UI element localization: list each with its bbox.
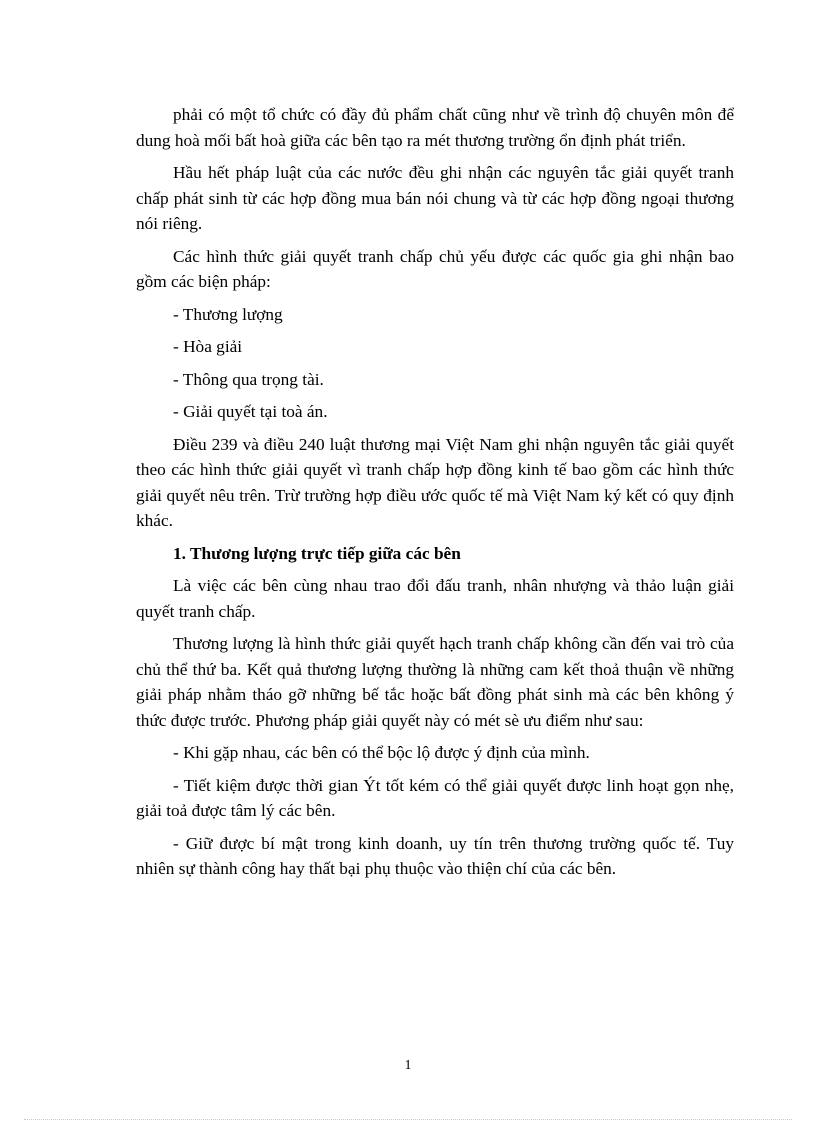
list-item-negotiation: - Thương lượng — [173, 304, 283, 324]
list-item-arbitration: - Thông qua trọng tài. — [173, 369, 324, 389]
paragraph-continuation: phải có một tổ chức có đầy đủ phẩm chất cũng như về trình độ chuyên môn để dung hoà mối bất hoà giữa các bên tạo ra mét thương trường ổn định phát triển. — [136, 105, 734, 150]
paragraph-forms-intro: Các hình thức giải quyết tranh chấp chủ yếu được các quốc gia ghi nhận bao gồm các biện pháp: — [136, 246, 734, 291]
page-bottom-edge — [24, 1119, 792, 1120]
section-heading: 1. Thương lượng trực tiếp giữa các bên — [173, 543, 461, 563]
paragraph-articles-239-240: Điều 239 và điều 240 luật thương mại Việt Nam ghi nhận nguyên tắc giải quyết theo các hình thức giải quyết vì tranh chấp hợp đồng kinh tế bao gồm các hình thức giải quyết nêu trên. Trừ trường hợp điều ước quốc tế mà Việt Nam ký kết có quy định khác. — [136, 434, 734, 530]
list-item-mediation: - Hòa giải — [173, 337, 243, 356]
list-item-advantage-3: - Giữ được bí mật trong kinh doanh, uy tín trên thương trường quốc tế. Tuy nhiên sự thành công hay thất bại phụ thuộc vào thiện chí của các bên. — [136, 833, 734, 878]
paragraph-law-recognition: Hầu hết pháp luật của các nước đều ghi nhận các nguyên tắc giải quyết tranh chấp phát sinh từ các hợp đồng mua bán nói chung và từ các hợp đồng ngoại thương nói riêng. — [136, 163, 734, 233]
paragraph-negotiation-description: Thương lượng là hình thức giải quyết hạch tranh chấp không cần đến vai trò của chủ thể thứ ba. Kết quả thương lượng thường là những cam kết thoả thuận về những giải pháp nhằm tháo gỡ những bế tắc hoặc bất đồng phát sinh mà các bên không ý thức được trước. Phương pháp giải quyết này có mét sè ưu điểm như sau: — [136, 634, 734, 730]
paragraph-definition: Là việc các bên cùng nhau trao đổi đấu tranh, nhân nhượng và thảo luận giải quyết tranh chấp. — [136, 576, 734, 621]
list-item-court: - Giải quyết tại toà án. — [173, 402, 328, 421]
page-number: 1 — [404, 1058, 412, 1073]
list-item-advantage-1: - Khi gặp nhau, các bên có thể bộc lộ được ý định của mình. — [173, 743, 590, 762]
page-body — [136, 102, 734, 889]
list-item-advantage-2: - Tiết kiệm được thời gian Ýt tốt kém có thể giải quyết được linh hoạt gọn nhẹ, giải toả được tâm lý các bên. — [136, 775, 734, 820]
